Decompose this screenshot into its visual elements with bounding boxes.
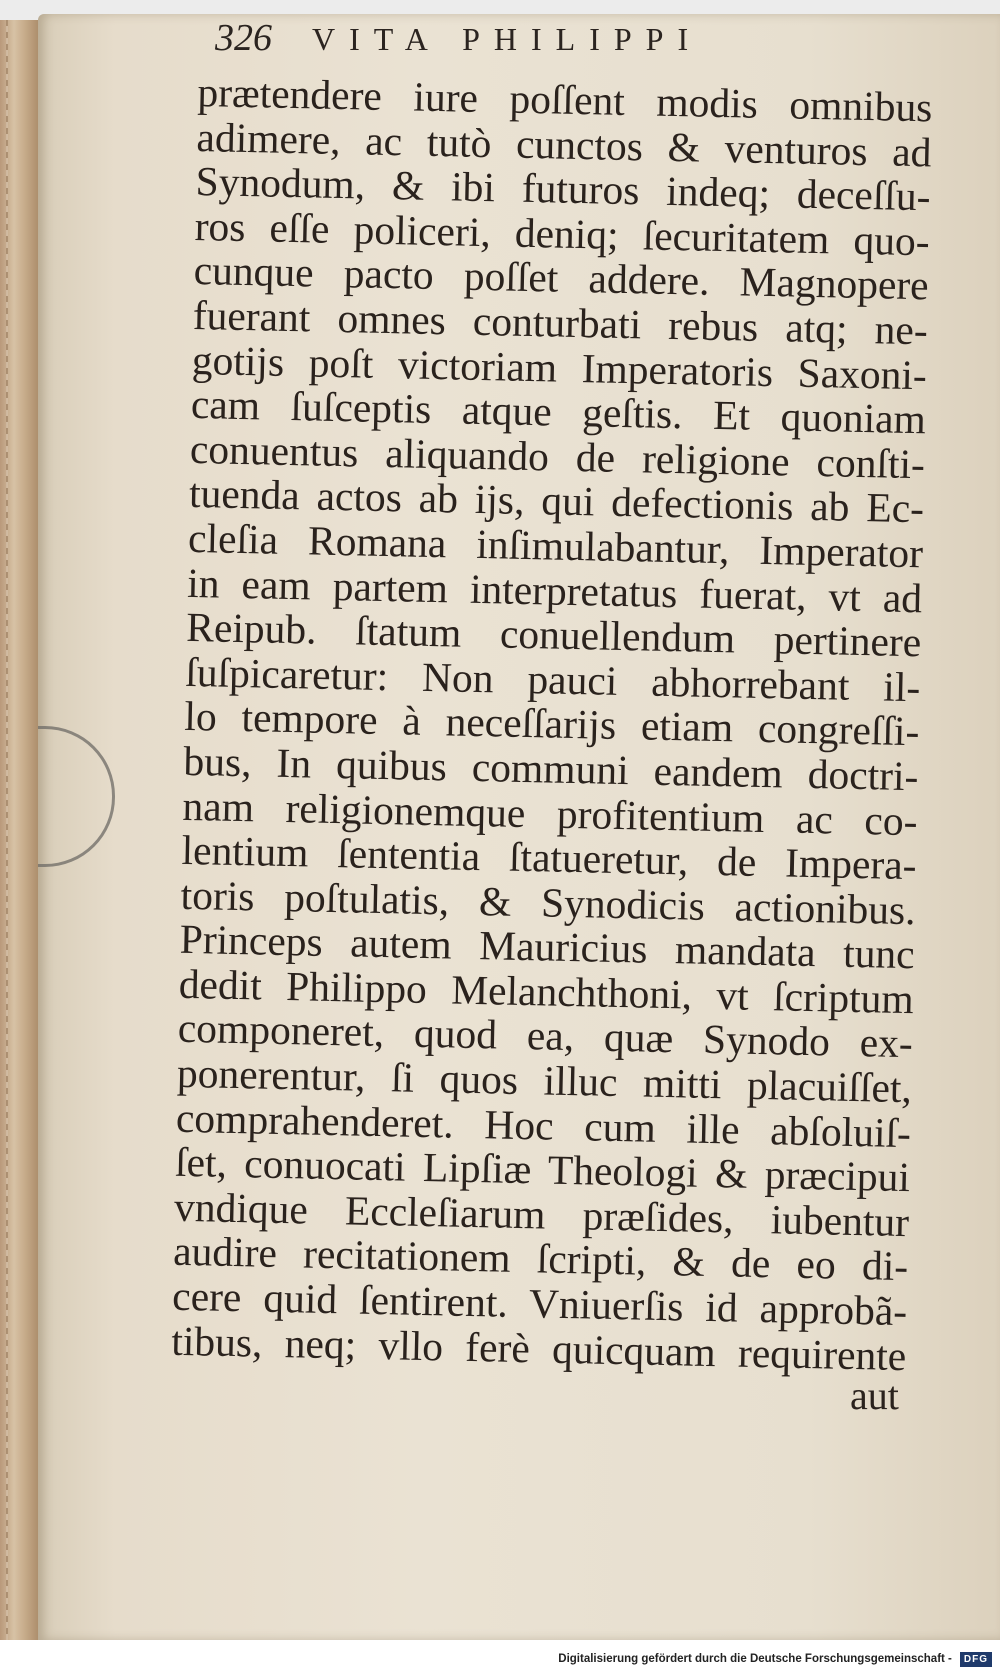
text-line: cleſia Romana inſimulabantur, Imperator [187,514,924,577]
text-line: ſet, conuocati Lipſiæ Theologi & præcipui [174,1139,911,1201]
text-line: lentium ſententia ſtatueretur, de Impera- [181,826,917,889]
body-text [171,70,933,1378]
text-line: toris poſtulatis, & Synodicis actionibus. [180,871,917,933]
text-line: componeret, quod ea, quæ Synodo ex- [177,1005,914,1067]
text-line: conuentus aliquando de religione conſti- [189,425,926,488]
text-line: gotijs poſt victoriam Imperatoris Saxoni- [191,336,928,398]
text-line: dedit Philippo Melanchthoni, vt ſcriptum [178,960,915,1023]
text-line: comprahenderet. Hoc cum ille abſoluiſ- [175,1094,912,1156]
text-line: bus, In quibus communi eandem doctri- [183,737,919,800]
catchword: aut [850,1373,899,1418]
text-line: fuerant omnes conturbati rebus atq; ne- [192,291,929,354]
text-line: ponerentur, ſi quos illuc mitti placuiſſet, [176,1049,913,1112]
page-number: 326 [215,17,272,59]
text-line: cam ſuſceptis atque geſtis. Et quoniam [190,381,927,443]
page-clip [38,726,115,867]
text-line: Reipub. ſtatum conuellendum pertinere [185,604,922,666]
text-line: tuenda actos ab ijs, qui defectionis ab Ec- [188,470,925,532]
text-line: in eam partem interpretatus fuerat, vt ad [186,559,923,621]
digitization-footer [0,1640,1000,1678]
page-header [215,16,815,68]
text-line: nam religionemque profitentium ac co- [182,782,918,844]
book-page-edges [0,20,41,1640]
text-line: lo tempore à neceſſarijs etiam congreſſi- [183,693,920,755]
text-line: audire recitationem ſcripti, & de eo di- [172,1228,909,1290]
text-line: ros eſſe policeri, deniq; ſecuritatem quo- [194,202,931,265]
running-title: VITA PHILIPPI [312,21,703,57]
text-line: tibus, neq; vllo ferè quicquam requirente [170,1317,907,1379]
text-line: prætendere iure poſſent modis omnibus [197,69,933,131]
text-line: Synodum, & ibi futuros indeq; deceſſu- [195,158,931,220]
dfg-logo: DFG [960,1652,992,1667]
text-line: ſuſpicaretur: Non pauci abhorrebant il- [184,648,921,710]
text-line: adimere, ac tutò cunctos & venturos ad [196,113,932,175]
text-line: vndique Eccleſiarum præſides, iubentur [173,1183,910,1245]
text-line: cunque pacto poſſet addere. Magnopere [193,247,930,309]
text-line: cere quid ſentirent. Vniuerſis id approbã- [171,1272,908,1335]
funding-credit: Digitalisierung gefördert durch die Deutsche Forschungsgemeinschaft - [558,1653,952,1665]
text-line: Princeps autem Mauricius mandata tunc [179,916,916,978]
